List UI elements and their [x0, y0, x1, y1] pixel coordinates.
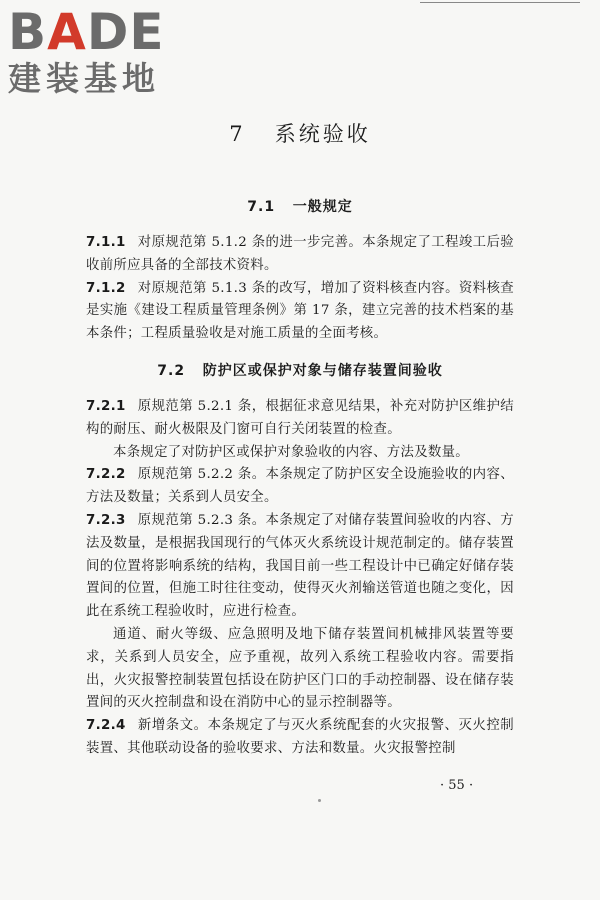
section-number: 7.2	[157, 363, 186, 379]
paragraph-continuation	[86, 624, 514, 715]
logo	[8, 3, 165, 98]
section-number: 7.1	[247, 199, 276, 215]
chapter-number: 7	[229, 122, 246, 146]
clause-number: 7.1.1	[86, 235, 126, 250]
top-rule	[420, 2, 580, 3]
clause-text: 新增条文。本条规定了与灭火系统配套的火灾报警、灭火控制装置、其他联动设备的验收要求、方法和数量。火灾报警控制	[86, 718, 514, 756]
clause-text: 对原规范第 5.1.2 条的进一步完善。本条规定了工程竣工后验收前所应具备的全部技术资料。	[86, 235, 514, 273]
clause-7-1-2	[86, 278, 514, 346]
clause-number: 7.1.2	[86, 280, 126, 296]
clause-text: 原规范第 5.2.1 条，根据征求意见结果，补充对防护区维护结构的耐压、耐火极限及门窗可自行关闭装置的检查。	[86, 399, 514, 437]
section-title-text: 一般规定	[292, 199, 353, 215]
logo-wordmark: BADE	[8, 3, 165, 61]
clause-7-2-4	[86, 715, 514, 761]
paragraph-text: 通道、耐火等级、应急照明及地下储存装置间机械排风装置等要求，关系到人员安全，应予重视，故列入系统工程验收内容。需要指出，火灾报警控制装置包括设在防护区门口的手动控制器、设在储存装置间的灭火控制盘和设在消防中心的显示控制器等。	[86, 626, 514, 711]
paragraph-continuation	[86, 442, 514, 465]
chapter-title-text: 系统验收	[274, 122, 371, 146]
clause-text: 原规范第 5.2.3 条。本条规定了对储存装置间验收的内容、方法及数量，是根据我国现行的气体灭火系统设计规范制定的。储存装置间的位置将影响系统的结构，我国目前一些工程设计中已确定好储存装置间的位置，但施工时往往变动，使得灭火剂输送管道也随之变化，因此在系统工程验收时，应进行检查。	[86, 512, 514, 620]
clause-number: 7.2.1	[86, 399, 126, 414]
section-heading-7-1	[0, 196, 600, 216]
section-7-2-body	[86, 396, 514, 761]
clause-7-2-2	[86, 464, 514, 510]
clause-7-2-3	[86, 510, 514, 624]
chapter-title	[0, 118, 600, 148]
section-title-text: 防护区或保护对象与储存装置间验收	[202, 363, 443, 379]
clause-number: 7.2.4	[86, 718, 126, 734]
clause-text: 对原规范第 5.1.3 条的改写，增加了资料核查内容。资料核查是实施《建设工程质量管理条例》第 17 条，建立完善的技术档案的基本条件；工程质量验收是对施工质量的全面考核。	[86, 280, 514, 342]
paragraph-text: 本条规定了对防护区或保护对象验收的内容、方法及数量。	[113, 444, 469, 460]
page-number: · 55 ·	[440, 778, 474, 793]
section-heading-7-2	[0, 360, 600, 380]
clause-7-1-1	[86, 232, 514, 278]
logo-accent-letter: A	[47, 3, 87, 61]
clause-text: 原规范第 5.2.2 条。本条规定了防护区安全设施验收的内容、方法及数量；关系到人员安全。	[86, 467, 514, 506]
clause-number: 7.2.3	[86, 512, 126, 528]
section-7-1-body	[86, 232, 514, 346]
logo-chinese-name: 建装基地	[8, 59, 160, 98]
scan-speck	[318, 799, 321, 802]
clause-number: 7.2.2	[86, 467, 126, 483]
clause-7-2-1	[86, 396, 514, 442]
